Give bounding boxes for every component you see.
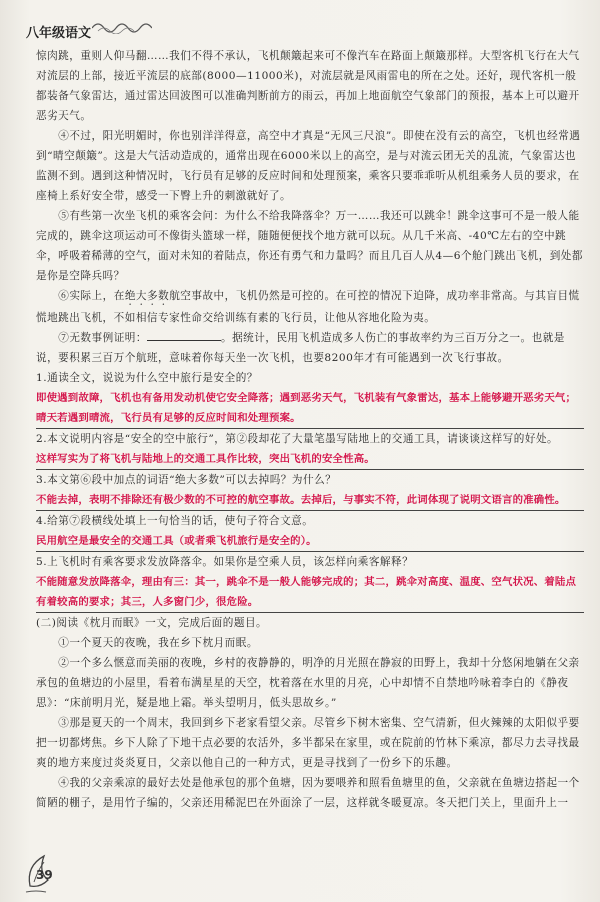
section-2-paragraph-3: ③那是夏天的一个周末，我回到乡下老家看望父亲。尽管乡下树木密集、空气清新，但火辣辣的太阳似乎要把一切都烤焦。乡下人除了下地干点必要的农活外，多半都呆在家里，或在院前的竹林下乘凉，都尽力去寻找最爽的地方来度过炎炎夏日，父亲以他自己的一种方式，更是寻找到了一份乡下的乐趣。 [36,717,580,769]
question-2-text: 2.本文说明内容是“安全的空中旅行”，第②段却花了大量笔墨写陆地上的交通工具，请谈谈这样写的好处。 [36,433,559,445]
header-wave-decoration-icon [92,18,152,34]
question-3-answer[interactable]: 不能去掉，表明不排除还有极少数的不可控的航空事故。去掉后，与事实不符，此词体现了说明文语言的准确性。 [36,490,584,511]
passage-paragraph-6-text: ⑥实际上，在绝大多数航空事故中，飞机仍然是可控的。在可控的情况下迫降，成功率非常高。与其盲目慌慌地跳出飞机，不如相信专家性命交给训练有素的飞行员，让他从容地化险为夷。 [36,290,580,324]
passage-paragraph-7-rest: 。据统计，民用飞机造成多人伤亡的事故率约为三百万分之一。也就是说，要积累三百万个航班，意味着你每天坐一次飞机，也要8200年才有可能遇到一次飞行事故。 [36,332,565,364]
question-5 [36,552,584,613]
passage-paragraph-7-lead: ⑦无数事例证明： [58,332,147,344]
dotted-word-jueda-duoshu: 绝大多数 [124,290,170,302]
question-3-text: 3.本文第⑥段中加点的词语“绝大多数”可以去掉吗？为什么？ [36,474,337,486]
fill-in-blank[interactable] [147,328,221,341]
section-2-title: (二)阅读《枕月而眠》一文，完成后面的题目。 [36,617,268,629]
question-2 [36,429,584,470]
question-5-answer[interactable]: 不能随意发放降落伞，理由有三：其一，跳伞不是一般人能够完成的；其二，跳伞对高度、温度、空气状况、着陆点有着较高的要求；其三，人多窗门少，很危险。 [36,572,584,613]
passage-paragraph-6 [36,286,584,328]
question-1 [36,368,584,429]
passage-paragraph-5: ⑤有些第一次坐飞机的乘客会问：为什么不给我降落伞？万一……我还可以跳伞！跳伞这事可不是一般人能完成的，跳伞这项运动可不像街头篮球一样，随随便便找个地方就可以玩。从几千米高、-40℃左右的空中跳伞，呼吸着稀薄的空气，面对未知的着陆点，你还有勇气和力量吗？而且几百人从4—6个舱门跳出飞机，到处都是你是空降兵吗？ [36,210,583,282]
page-number: 39 [36,868,53,882]
passage-paragraph-7 [36,328,584,368]
page-header-title: 八年级语文 [26,26,92,41]
page-content [36,46,584,813]
question-1-text: 1.通读全文，说说为什么空中旅行是安全的？ [36,372,258,384]
question-3 [36,470,584,511]
section-2-paragraph-2: ②一个多么惬意而美丽的夜晚，乡村的夜静静的，明净的月光照在静寂的田野上，我却十分悠闲地躺在父亲承包的鱼塘边的小屋里，看着布满星星的天空，枕着落在水里的月亮，心中却情不自禁地吟咏着李白的《静夜思》：“床前明月光，疑是地上霜。举头望明月，低头思故乡。” [36,657,580,709]
question-4-text: 4.给第⑦段横线处填上一句恰当的话，使句子符合文意。 [36,515,314,527]
question-4 [36,511,584,552]
section-2-paragraph-1: ①一个夏天的夜晚，我在乡下枕月而眠。 [58,637,258,649]
question-5-text: 5.上飞机时有乘客要求发放降落伞。如果你是空乘人员，该怎样向乘客解释？ [36,556,414,568]
passage-paragraph-4: ④不过，阳光明媚时，你也别洋洋得意，高空中才真是“无风三尺浪”。即使在没有云的高空，飞机也经常遇到“晴空颠簸”。这是大气活动造成的，通常出现在6000米以上的高空，是与对流云团无关的乱流，气象雷达也监测不到。遇到这种情况时，飞行员有足够的反应时间和处理预案，乘客只要乖乖听从机组乘务人员的要求，在座椅上系好安全带，感受一下臀上升的刺激就好了。 [36,130,581,202]
question-2-answer[interactable]: 这样写实为了将飞机与陆地上的交通工具作比较，突出飞机的安全性高。 [36,449,584,470]
section-2-paragraph-4: ④我的父亲乘凉的最好去处是他承包的那个鱼塘，因为要喂养和照看鱼塘里的鱼，父亲就在鱼塘边搭起一个简陋的棚子，是用竹子编的，父亲还用稀泥巴在外面涂了一层，这样就冬暖夏凉。冬天把门关上，里面升上一 [36,777,580,809]
question-1-answer[interactable]: 即使遇到故障，飞机也有备用发动机使它安全降落；遇到恶劣天气，飞机装有气象雷达，基本上能够避开恶劣天气；晴天若遇到晴流，飞行员有足够的反应时间和处理预案。 [36,388,584,429]
question-4-answer[interactable]: 民用航空是最安全的交通工具（或者乘飞机旅行是安全的）。 [36,531,584,552]
passage-paragraph-intro: 惊肉跳，重则人仰马翻……我们不得不承认，飞机颠簸起来可不像汽车在路面上颠簸那样。大型客机飞行在大气对流层的上部，接近平流层的底部(8000—11000米)，对流层就是风雨雷电的所在之处。还好，现代客机一般都装备气象雷达，通过雷达回波图可以准确判断前方的雨云，再加上地面航空气象部门的预报，基本上可以避开恶劣天气。 [36,50,580,122]
